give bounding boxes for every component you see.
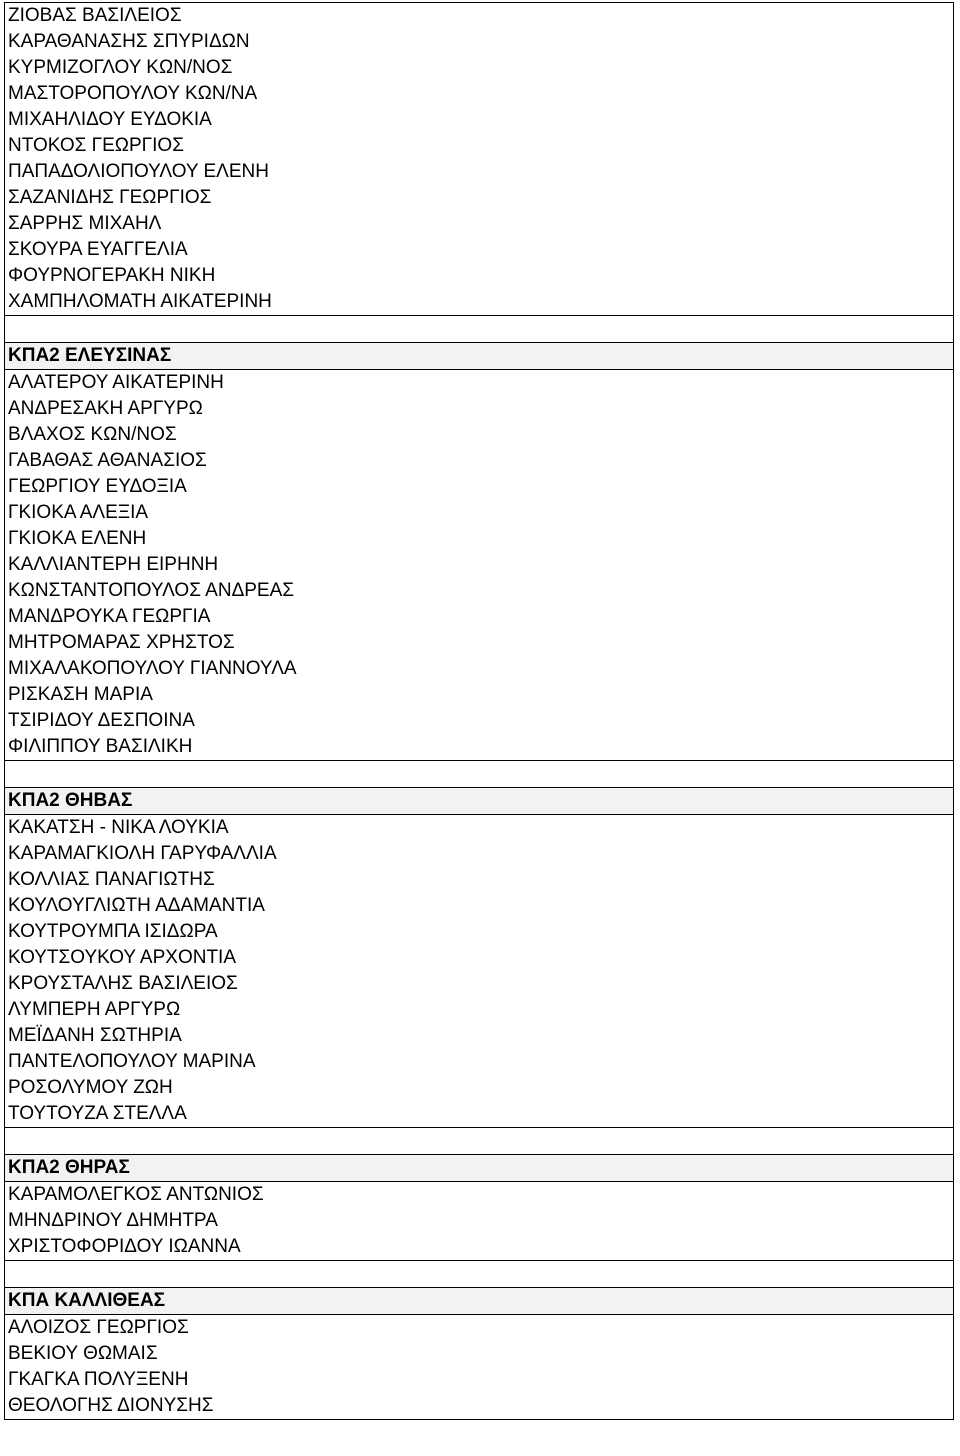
name-row [5, 919, 954, 945]
name-cell: ΦΟΥΡΝΟΓΕΡΑΚΗ ΝΙΚΗ [5, 263, 954, 289]
name-list-body [5, 3, 954, 1420]
name-row [5, 578, 954, 604]
name-cell: ΓΚΙΟΚΑ ΕΛΕΝΗ [5, 526, 954, 552]
name-row [5, 1234, 954, 1261]
section-header-cell: ΚΠΑ2 ΘΗΒΑΣ [5, 788, 954, 815]
name-cell: ΓΚΙΟΚΑ ΑΛΕΞΙΑ [5, 500, 954, 526]
name-cell: ΚΡΟΥΣΤΑΛΗΣ ΒΑΣΙΛΕΙΟΣ [5, 971, 954, 997]
name-cell: ΘΕΟΛΟΓΗΣ ΔΙΟΝΥΣΗΣ [5, 1393, 954, 1420]
name-row [5, 500, 954, 526]
name-cell: ΚΟΥΛΟΥΓΛΙΩΤΗ ΑΔΑΜΑΝΤΙΑ [5, 893, 954, 919]
blank-row [5, 1128, 954, 1155]
name-row [5, 1208, 954, 1234]
name-row [5, 867, 954, 893]
name-row [5, 945, 954, 971]
name-row [5, 1075, 954, 1101]
name-cell: ΜΑΝΔΡΟΥΚΑ ΓΕΩΡΓΙΑ [5, 604, 954, 630]
name-cell: ΧΡΙΣΤΟΦΟΡΙΔΟΥ ΙΩΑΝΝΑ [5, 1234, 954, 1261]
name-row [5, 289, 954, 316]
name-cell: ΚΟΛΛΙΑΣ ΠΑΝΑΓΙΩΤΗΣ [5, 867, 954, 893]
name-cell: ΚΑΡΑΘΑΝΑΣΗΣ ΣΠΥΡΙΔΩΝ [5, 29, 954, 55]
name-row [5, 185, 954, 211]
name-cell: ΜΑΣΤΟΡΟΠΟΥΛΟΥ ΚΩΝ/ΝΑ [5, 81, 954, 107]
name-cell: ΧΑΜΠΗΛΟΜΑΤΗ ΑΙΚΑΤΕΡΙΝΗ [5, 289, 954, 316]
name-cell: ΑΛΟΙΖΟΣ ΓΕΩΡΓΙΟΣ [5, 1315, 954, 1342]
name-row [5, 237, 954, 263]
name-row [5, 526, 954, 552]
name-cell: ΒΛΑΧΟΣ ΚΩΝ/ΝΟΣ [5, 422, 954, 448]
name-row [5, 1367, 954, 1393]
blank-row [5, 761, 954, 788]
name-cell: ΡΙΣΚΑΣΗ ΜΑΡΙΑ [5, 682, 954, 708]
section-header-row [5, 1155, 954, 1182]
name-row [5, 1315, 954, 1342]
name-cell: ΓΑΒΑΘΑΣ ΑΘΑΝΑΣΙΟΣ [5, 448, 954, 474]
name-row [5, 211, 954, 237]
name-cell: ΣΑΡΡΗΣ ΜΙΧΑΗΛ [5, 211, 954, 237]
name-cell: ΜΙΧΑΛΑΚΟΠΟΥΛΟΥ ΓΙΑΝΝΟΥΛΑ [5, 656, 954, 682]
name-cell: ΜΗΝΔΡΙΝΟΥ ΔΗΜΗΤΡΑ [5, 1208, 954, 1234]
section-header-cell: ΚΠΑ2 ΕΛΕΥΣΙΝΑΣ [5, 343, 954, 370]
name-cell: ΑΛΑΤΕΡΟΥ ΑΙΚΑΤΕΡΙΝΗ [5, 370, 954, 397]
name-row [5, 708, 954, 734]
name-cell: ΓΕΩΡΓΙΟΥ ΕΥΔΟΞΙΑ [5, 474, 954, 500]
name-cell: ΚΟΥΤΣΟΥΚΟΥ ΑΡΧΟΝΤΙΑ [5, 945, 954, 971]
name-cell: ΦΙΛΙΠΠΟΥ ΒΑΣΙΛΙΚΗ [5, 734, 954, 761]
name-row [5, 893, 954, 919]
name-row [5, 3, 954, 30]
name-row [5, 1182, 954, 1209]
name-row [5, 448, 954, 474]
name-cell: ΜΕΪΔΑΝΗ ΣΩΤΗΡΙΑ [5, 1023, 954, 1049]
name-cell: ΚΑΡΑΜΑΓΚΙΟΛΗ ΓΑΡΥΦΑΛΛΙΑ [5, 841, 954, 867]
blank-cell [5, 1128, 954, 1155]
name-row [5, 656, 954, 682]
name-cell: ΚΟΥΤΡΟΥΜΠΑ ΙΣΙΔΩΡΑ [5, 919, 954, 945]
name-row [5, 1049, 954, 1075]
name-cell: ΚΑΡΑΜΟΛΕΓΚΟΣ ΑΝΤΩΝΙΟΣ [5, 1182, 954, 1209]
name-row [5, 29, 954, 55]
name-cell: ΣΑΖΑΝΙΔΗΣ ΓΕΩΡΓΙΟΣ [5, 185, 954, 211]
section-header-row [5, 788, 954, 815]
section-header-row [5, 1288, 954, 1315]
name-row [5, 370, 954, 397]
name-row [5, 159, 954, 185]
name-cell: ΠΑΠΑΔΟΛΙΟΠΟΥΛΟΥ ΕΛΕΝΗ [5, 159, 954, 185]
name-row [5, 107, 954, 133]
section-header-row [5, 343, 954, 370]
name-row [5, 1101, 954, 1128]
name-row [5, 734, 954, 761]
name-cell: ΓΚΑΓΚΑ ΠΟΛΥΞΕΝΗ [5, 1367, 954, 1393]
name-cell: ΛΥΜΠΕΡΗ ΑΡΓΥΡΩ [5, 997, 954, 1023]
name-row [5, 1341, 954, 1367]
section-header-cell: ΚΠΑ ΚΑΛΛΙΘΕΑΣ [5, 1288, 954, 1315]
name-row [5, 81, 954, 107]
blank-row [5, 1261, 954, 1288]
name-row [5, 55, 954, 81]
name-cell: ΚΑΚΑΤΣΗ - ΝΙΚΑ ΛΟΥΚΙΑ [5, 815, 954, 842]
name-cell: ΚΩΝΣΤΑΝΤΟΠΟΥΛΟΣ ΑΝΔΡΕΑΣ [5, 578, 954, 604]
blank-cell [5, 761, 954, 788]
name-cell: ΡΟΣΟΛΥΜΟΥ ΖΩΗ [5, 1075, 954, 1101]
blank-cell [5, 316, 954, 343]
section-header-cell: ΚΠΑ2 ΘΗΡΑΣ [5, 1155, 954, 1182]
name-cell: ΜΙΧΑΗΛΙΔΟΥ ΕΥΔΟΚΙΑ [5, 107, 954, 133]
name-cell: ΖΙΟΒΑΣ ΒΑΣΙΛΕΙΟΣ [5, 3, 954, 30]
name-row [5, 263, 954, 289]
name-cell: ΝΤΟΚΟΣ ΓΕΩΡΓΙΟΣ [5, 133, 954, 159]
name-cell: ΠΑΝΤΕΛΟΠΟΥΛΟΥ ΜΑΡΙΝΑ [5, 1049, 954, 1075]
name-cell: ΜΗΤΡΟΜΑΡΑΣ ΧΡΗΣΤΟΣ [5, 630, 954, 656]
name-row [5, 1393, 954, 1420]
name-row [5, 997, 954, 1023]
name-row [5, 133, 954, 159]
name-row [5, 552, 954, 578]
name-row [5, 682, 954, 708]
name-row [5, 604, 954, 630]
name-row [5, 815, 954, 842]
name-row [5, 630, 954, 656]
name-row [5, 841, 954, 867]
name-cell: ΣΚΟΥΡΑ ΕΥΑΓΓΕΛΙΑ [5, 237, 954, 263]
name-cell: ΑΝΔΡΕΣΑΚΗ ΑΡΓΥΡΩ [5, 396, 954, 422]
name-list-table [4, 2, 954, 1420]
name-cell: ΚΥΡΜΙΖΟΓΛΟΥ ΚΩΝ/ΝΟΣ [5, 55, 954, 81]
name-cell: ΚΑΛΛΙΑΝΤΕΡΗ ΕΙΡΗΝΗ [5, 552, 954, 578]
blank-row [5, 316, 954, 343]
name-row [5, 474, 954, 500]
name-cell: ΤΟΥΤΟΥΖΑ ΣΤΕΛΛΑ [5, 1101, 954, 1128]
name-row [5, 422, 954, 448]
name-row [5, 396, 954, 422]
name-row [5, 971, 954, 997]
name-row [5, 1023, 954, 1049]
name-cell: ΒΕΚΙΟΥ ΘΩΜΑΙΣ [5, 1341, 954, 1367]
name-cell: ΤΣΙΡΙΔΟΥ ΔΕΣΠΟΙΝΑ [5, 708, 954, 734]
blank-cell [5, 1261, 954, 1288]
